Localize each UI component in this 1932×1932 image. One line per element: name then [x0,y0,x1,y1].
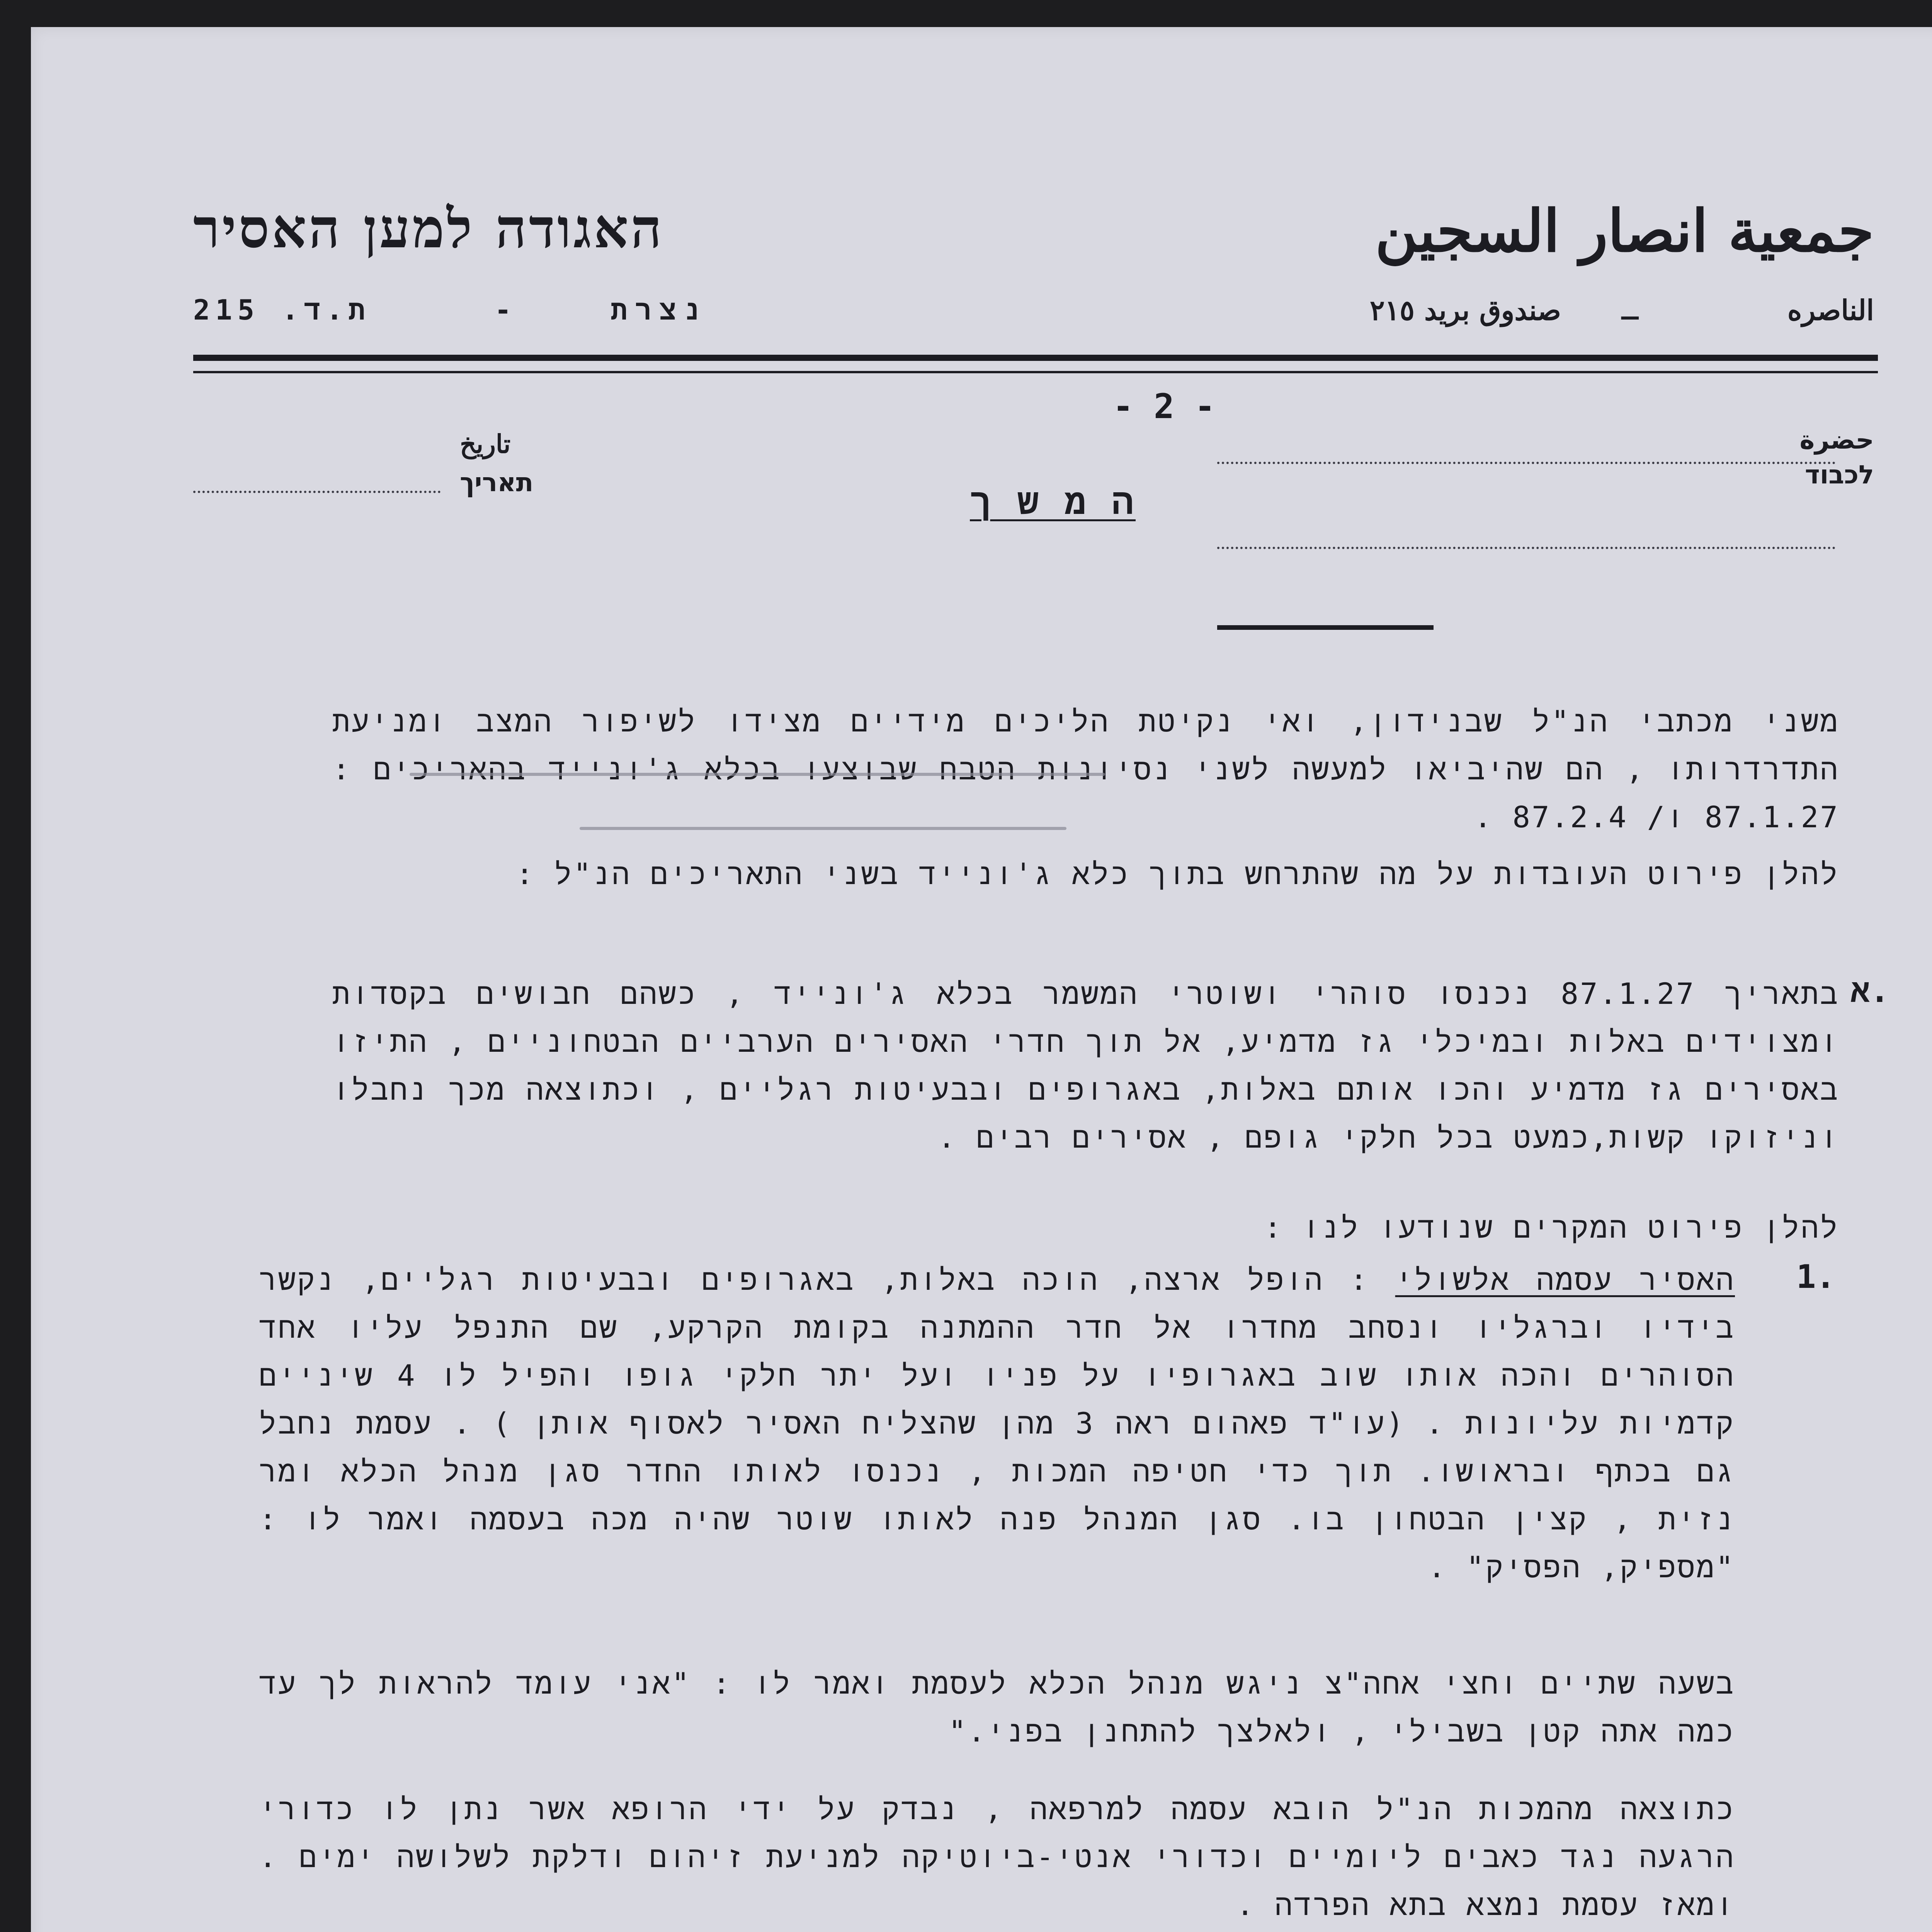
case-1-continuation-outcome: כתוצאה מהמכות הנ"ל הובא עסמה למרפאה , נבדק על ידי הרופא אשר נתן לו כדורי הרגעה נגד כאבים ליומיים וכדורי אנטי-ביוטיקה למניעת זיהום ודלקת לשלושה ימים . ומאז עסמת נמצא בתא הפרדה . [259,1792,1735,1922]
case-1-name: האסיר עסמה אלשולי [1395,1262,1735,1297]
intro-paragraph: משני מכתבי הנ"ל שבנידון, ואי נקיטת הליכים מידיים מצידו לשיפור המצב ומניעת התדרדרותו , הם שהיביאו למעשה לשני נסיונות הטבח שבוצעו בכלא ג'ונייד בהאריכים : 87.1.27 ו/ 87.2.4 . [332,704,1839,834]
case-1-continuation-quote: בשעה שתיים וחצי אחה"צ ניגש מנהל הכלא לעסמת ואמר לו : "אני עומד להראות לך עד כמה אתה קטן בשבילי , ולאלצך להתחנן בפני." [259,1666,1735,1748]
case-1-text [259,1256,1735,1591]
cases-intro: להלן פירוט המקרים שנודעו לנו : [1264,1210,1839,1245]
address-label-hebrew: לכבוד [1804,460,1874,490]
hebrew-sub-dash: - [495,294,512,326]
date-label-hebrew: תאריך [460,468,534,497]
letterhead-rule-thick [193,355,1878,361]
page-number: - 2 - [1113,386,1215,426]
address-line-1 [1217,462,1835,464]
pencil-underline-2 [580,827,1066,830]
hebrew-organization-name: האגודה למען האסיר [193,197,664,260]
document-page [31,27,1932,1932]
hebrew-sub-box: ת.ד. 215 [193,294,371,326]
arabic-organization-name: جمعية انصار السجين [1375,197,1874,265]
date-label-arabic: تاريخ [460,429,511,459]
hebrew-sub-city: נצרת [611,294,708,326]
case-1-number: 1. [1796,1258,1835,1296]
arabic-sub-box: صندوق بريد ٢١٥ [1369,294,1561,327]
date-line [193,491,440,493]
details-intro: להלן פירוט העובדות על מה שהתרחש בתוך כלא ג'ונייד בשני התאריכים הנ"ל : [515,857,1839,891]
arabic-sub-city: الناصره [1787,294,1874,327]
arabic-sub-dash: ـ [1621,294,1638,326]
pencil-underline-1 [410,773,1105,776]
address-line-2 [1217,547,1835,549]
continued-title: ה מ ש ך [970,481,1136,522]
section-a-marker: א. [1850,972,1889,1010]
separator-bar [1217,625,1434,630]
letterhead-rule-thin [193,371,1878,373]
address-label-arabic: حضرة [1799,425,1874,455]
section-a-text: בתאריך 87.1.27 נכנסו סוהרי ושוטרי המשמר בכלא ג'ונייד , כשהם חבושים בקסדות ומצוידים באלות ובמיכלי גז מדמיע, אל תוך חדרי האסירים הערביים הבטחוניים , התיזו באסירים גז מדמיע והכו אותם באלות, באגרופים ובבעיטות רגליים , וכתוצאה מכך נחבלו וניזוקו קשות,כמעט בכל חלקי גופם , אסירים רבים . [332,976,1839,1155]
case-1-description: : הופל ארצה, הוכה באלות, באגרופים ובבעיטות רגליים, נקשר בידיו וברגליו ונסחב מחדרו אל חדר ההמתנה בקומת הקרקע, שם התנפל עליו אחד הסוהרים והכה אותו שוב באגרופיו על פניו ועל יתר חלקי גופו והפיל לו 4 שיניים קדמיות עליונות . (עו"ד פאהום ראה 3 מהן שהצליח האסיר לאסוף אותן ) . עסמת נחבל גם בכתף ובראושו. תוך כדי חטיפה המכות , נכנסו לאותו החדר סגן מנהל הכלא ומר נזית , קצין הבטחון בו. סגן המנהל פנה לאותו שוטר שהיה מכה בעסמה ואמר לו : "מספיק, הפסיק" . [259,1262,1735,1584]
